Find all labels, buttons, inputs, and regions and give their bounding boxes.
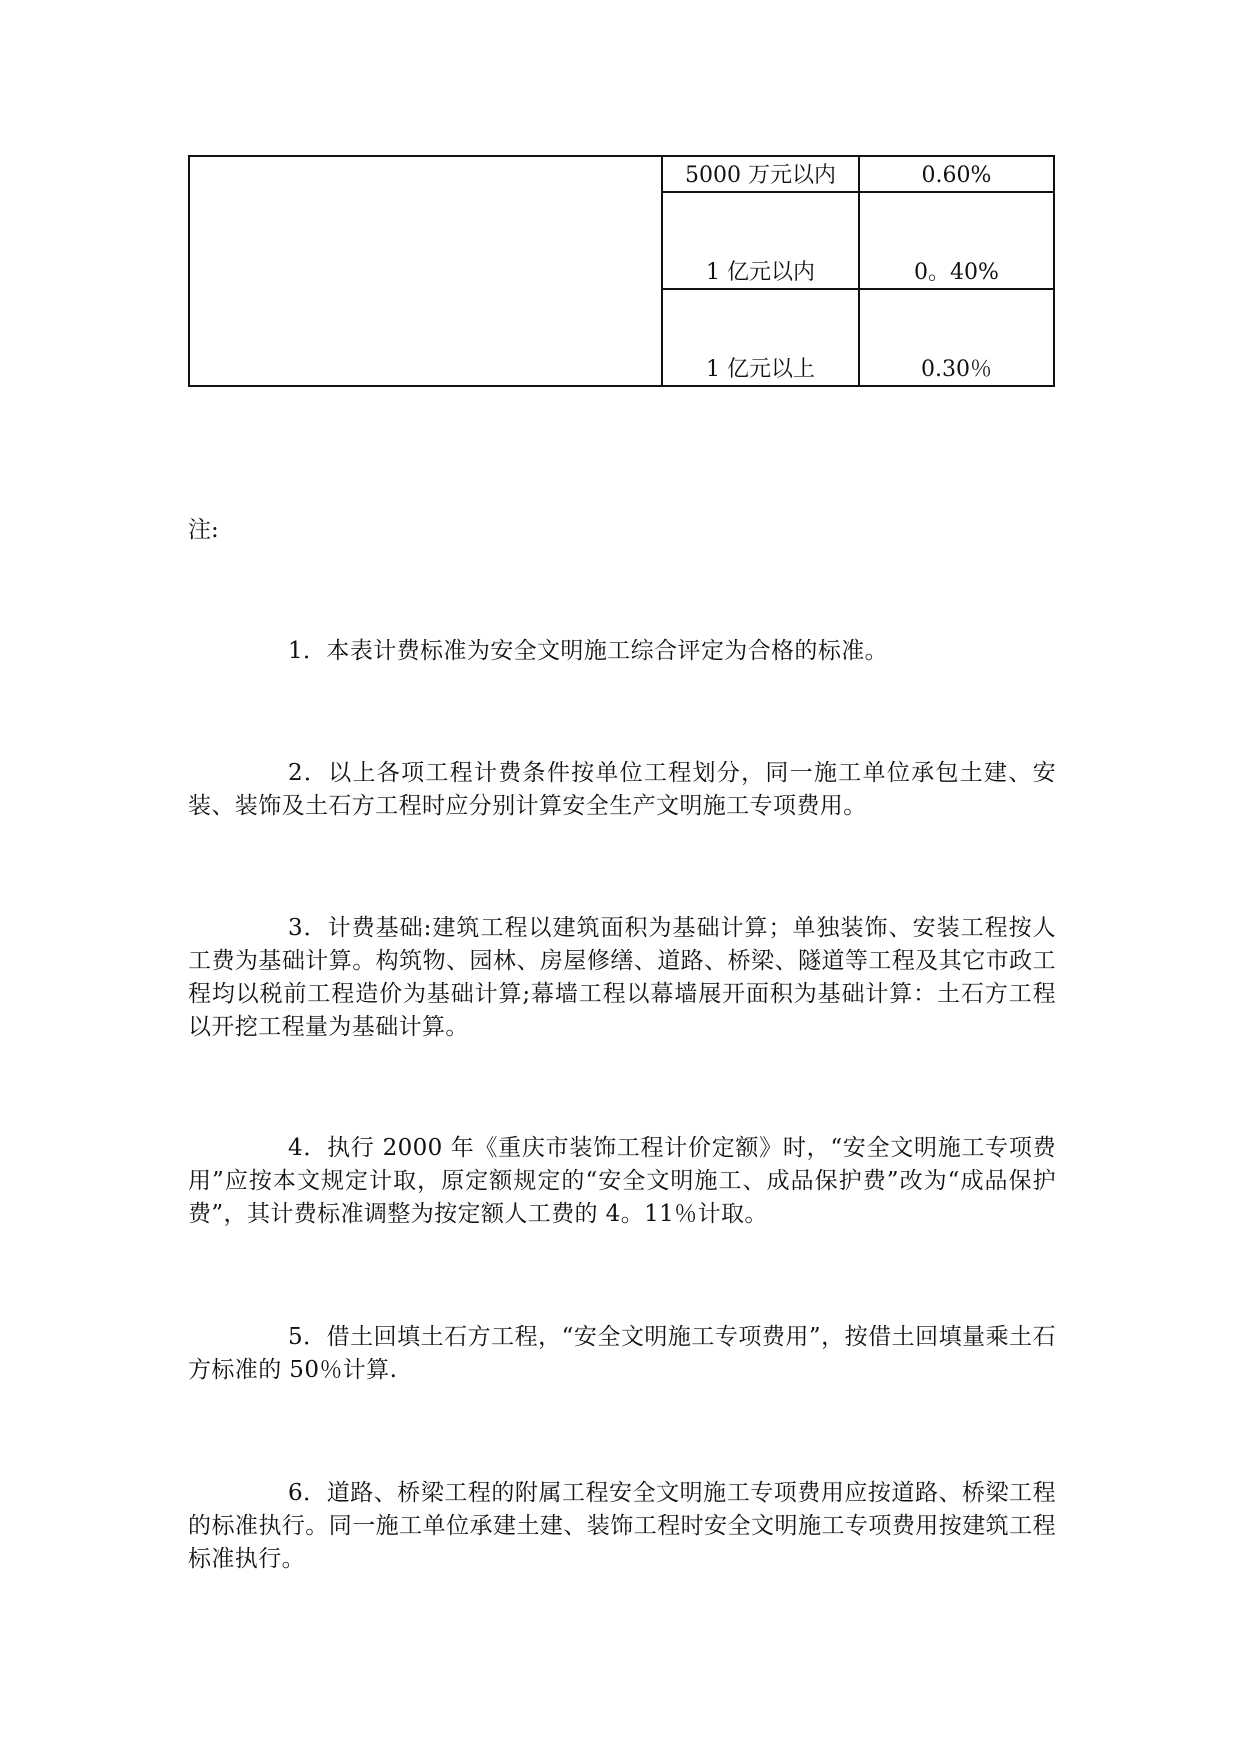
note-item-5: 5．借土回填土石方工程，“安全文明施工专项费用”，按借土回填量乘土石方标准的 50％计算. (188, 1324, 1056, 1383)
note-item-1: 1．本表计费标准为安全文明施工综合评定为合格的标准。 (288, 638, 889, 664)
table-cell-rate: 0.30％ (859, 289, 1054, 386)
table-row (189, 156, 1054, 192)
notes-label: 注: (188, 517, 219, 543)
table-cell-rate: 0.60% (859, 156, 1054, 192)
fee-rate-table (188, 155, 1055, 387)
table-cell-range: 1 亿元以内 (662, 192, 859, 289)
table-cell-rate: 0。40% (859, 192, 1054, 289)
note-item-2: 2．以上各项工程计费条件按单位工程划分，同一施工单位承包土建、安装、装饰及土石方工程时应分别计算安全生产文明施工专项费用。 (188, 760, 1056, 819)
table-cell-range: 5000 万元以内 (662, 156, 859, 192)
note-item-6: 6．道路、桥梁工程的附属工程安全文明施工专项费用应按道路、桥梁工程的标准执行。同一施工单位承建土建、装饰工程时安全文明施工专项费用按建筑工程标准执行。 (188, 1480, 1056, 1572)
table-merged-blank-cell (189, 156, 662, 386)
table-cell-range: 1 亿元以上 (662, 289, 859, 386)
note-item-3: 3．计费基础:建筑工程以建筑面积为基础计算；单独装饰、安装工程按人工费为基础计算。构筑物、园林、房屋修缮、道路、桥梁、隧道等工程及其它市政工程均以税前工程造价为基础计算;幕墙工程以幕墙展开面积为基础计算：土石方工程以开挖工程量为基础计算。 (188, 915, 1056, 1040)
note-item-4: 4．执行 2000 年《重庆市装饰工程计价定额》时，“安全文明施工专项费用”应按本文规定计取，原定额规定的“安全文明施工、成品保护费”改为“成品保护费”，其计费标准调整为按定额人工费的 4。11％计取。 (188, 1135, 1056, 1227)
